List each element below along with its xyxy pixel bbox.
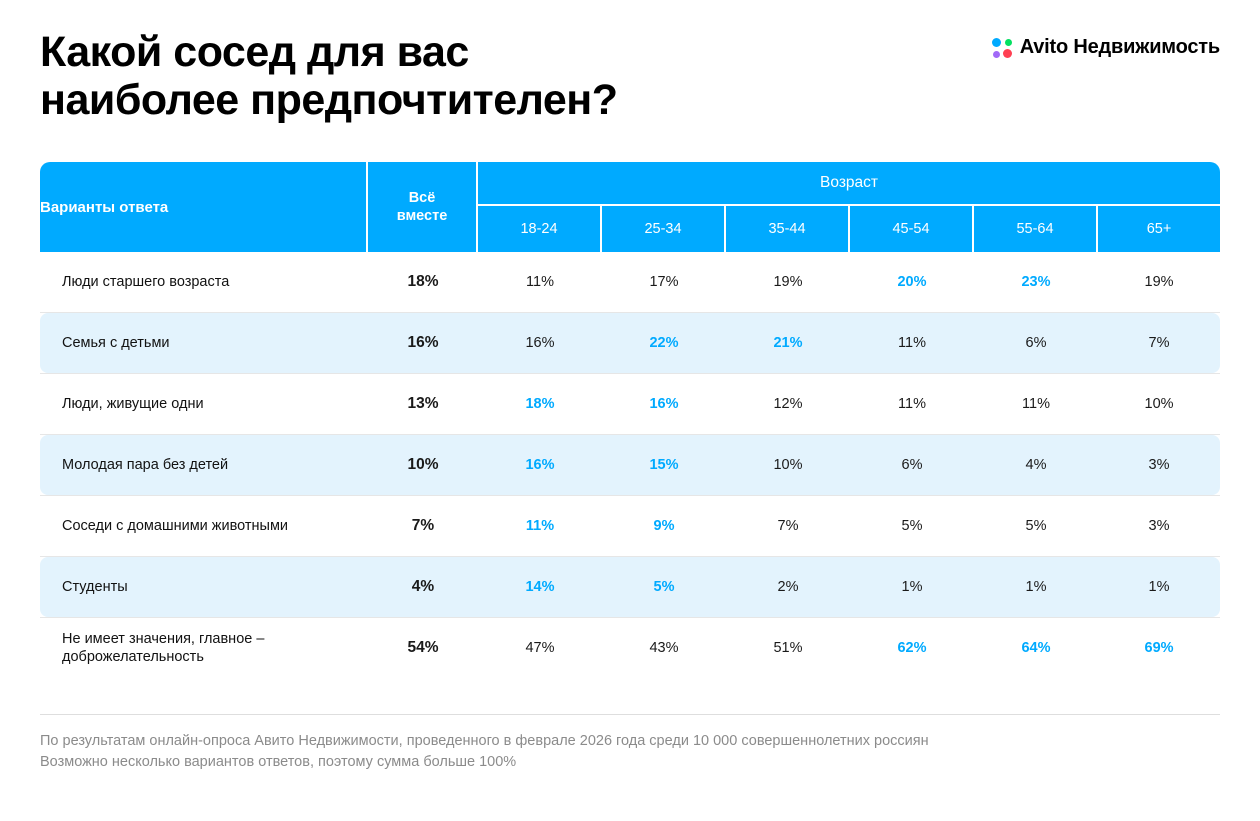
cell-35-44: 21% <box>726 313 850 373</box>
column-header-age-18-24: 18-24 <box>478 206 602 252</box>
footer-line-2: Возможно несколько вариантов ответов, поэтому сумма больше 100% <box>40 753 517 770</box>
table-row <box>40 374 1220 434</box>
cell-55-64: 4% <box>974 435 1098 495</box>
cell-55-64: 5% <box>974 496 1098 556</box>
cell-65-plus: 3% <box>1098 435 1220 495</box>
cell-18-24: 16% <box>478 313 602 373</box>
row-total: 18% <box>368 252 478 312</box>
survey-table-wrapper <box>40 162 1220 678</box>
column-header-answers: Варианты ответа <box>40 162 368 252</box>
cell-25-34: 5% <box>602 557 726 617</box>
page-title-line-2: наиболее предпочтителен? <box>40 76 618 125</box>
row-label: Семья с детьми <box>40 313 368 373</box>
table-head <box>40 162 1220 252</box>
row-total: 10% <box>368 435 478 495</box>
row-label-line-2: доброжелательность <box>62 649 204 666</box>
cell-25-34: 43% <box>602 618 726 678</box>
cell-45-54: 11% <box>850 374 974 434</box>
cell-35-44: 7% <box>726 496 850 556</box>
row-total: 54% <box>368 618 478 678</box>
header <box>40 28 1220 124</box>
cell-35-44: 10% <box>726 435 850 495</box>
row-label: Молодая пара без детей <box>40 435 368 495</box>
cell-65-plus: 10% <box>1098 374 1220 434</box>
cell-18-24: 14% <box>478 557 602 617</box>
row-label <box>40 618 368 678</box>
cell-55-64: 23% <box>974 252 1098 312</box>
column-header-age-45-54: 45-54 <box>850 206 974 252</box>
cell-18-24: 11% <box>478 252 602 312</box>
cell-65-plus: 3% <box>1098 496 1220 556</box>
cell-55-64: 6% <box>974 313 1098 373</box>
cell-45-54: 11% <box>850 313 974 373</box>
cell-35-44: 51% <box>726 618 850 678</box>
cell-45-54: 5% <box>850 496 974 556</box>
table-row <box>40 496 1220 556</box>
column-header-age-65-plus: 65+ <box>1098 206 1220 252</box>
column-header-age-55-64: 55-64 <box>974 206 1098 252</box>
cell-45-54: 6% <box>850 435 974 495</box>
cell-65-plus: 7% <box>1098 313 1220 373</box>
cell-55-64: 64% <box>974 618 1098 678</box>
cell-65-plus: 69% <box>1098 618 1220 678</box>
row-label: Соседи с домашними животными <box>40 496 368 556</box>
table-body <box>40 252 1220 678</box>
cell-45-54: 1% <box>850 557 974 617</box>
table-header-row-top <box>40 162 1220 206</box>
cell-18-24: 16% <box>478 435 602 495</box>
cell-18-24: 47% <box>478 618 602 678</box>
footer-note <box>40 714 1220 773</box>
cell-55-64: 1% <box>974 557 1098 617</box>
cell-25-34: 22% <box>602 313 726 373</box>
row-total: 16% <box>368 313 478 373</box>
column-header-age-35-44: 35-44 <box>726 206 850 252</box>
column-header-all-line-1: Всё <box>408 190 436 207</box>
cell-25-34: 15% <box>602 435 726 495</box>
table-row <box>40 618 1220 678</box>
cell-25-34: 9% <box>602 496 726 556</box>
cell-18-24: 11% <box>478 496 602 556</box>
avito-logo-icon <box>992 38 1012 58</box>
footer-line-1: По результатам онлайн-опроса Авито Недвижимости, проведенного в феврале 2026 года среди 10 000 совершеннолетних россиян <box>40 732 929 749</box>
table-row <box>40 313 1220 373</box>
page-title <box>40 28 618 124</box>
table-row <box>40 252 1220 312</box>
cell-35-44: 19% <box>726 252 850 312</box>
row-label: Люди старшего возраста <box>40 252 368 312</box>
cell-25-34: 17% <box>602 252 726 312</box>
row-total: 4% <box>368 557 478 617</box>
cell-18-24: 18% <box>478 374 602 434</box>
cell-35-44: 12% <box>726 374 850 434</box>
column-header-all-line-2: вместе <box>396 208 448 225</box>
row-total: 13% <box>368 374 478 434</box>
row-label: Студенты <box>40 557 368 617</box>
table-row <box>40 557 1220 617</box>
cell-25-34: 16% <box>602 374 726 434</box>
cell-45-54: 62% <box>850 618 974 678</box>
cell-65-plus: 19% <box>1098 252 1220 312</box>
row-label: Люди, живущие одни <box>40 374 368 434</box>
column-header-all <box>368 162 478 252</box>
brand-logo <box>992 36 1220 59</box>
page-title-line-1: Какой сосед для вас <box>40 28 469 76</box>
cell-55-64: 11% <box>974 374 1098 434</box>
cell-35-44: 2% <box>726 557 850 617</box>
row-label-line-1: Не имеет значения, главное – <box>62 631 265 648</box>
row-total: 7% <box>368 496 478 556</box>
column-header-age-group: Возраст <box>478 162 1220 206</box>
brand-name: Avito Недвижимость <box>1019 36 1220 58</box>
table-row <box>40 435 1220 495</box>
cell-65-plus: 1% <box>1098 557 1220 617</box>
column-header-age-25-34: 25-34 <box>602 206 726 252</box>
cell-45-54: 20% <box>850 252 974 312</box>
survey-table <box>40 162 1220 678</box>
